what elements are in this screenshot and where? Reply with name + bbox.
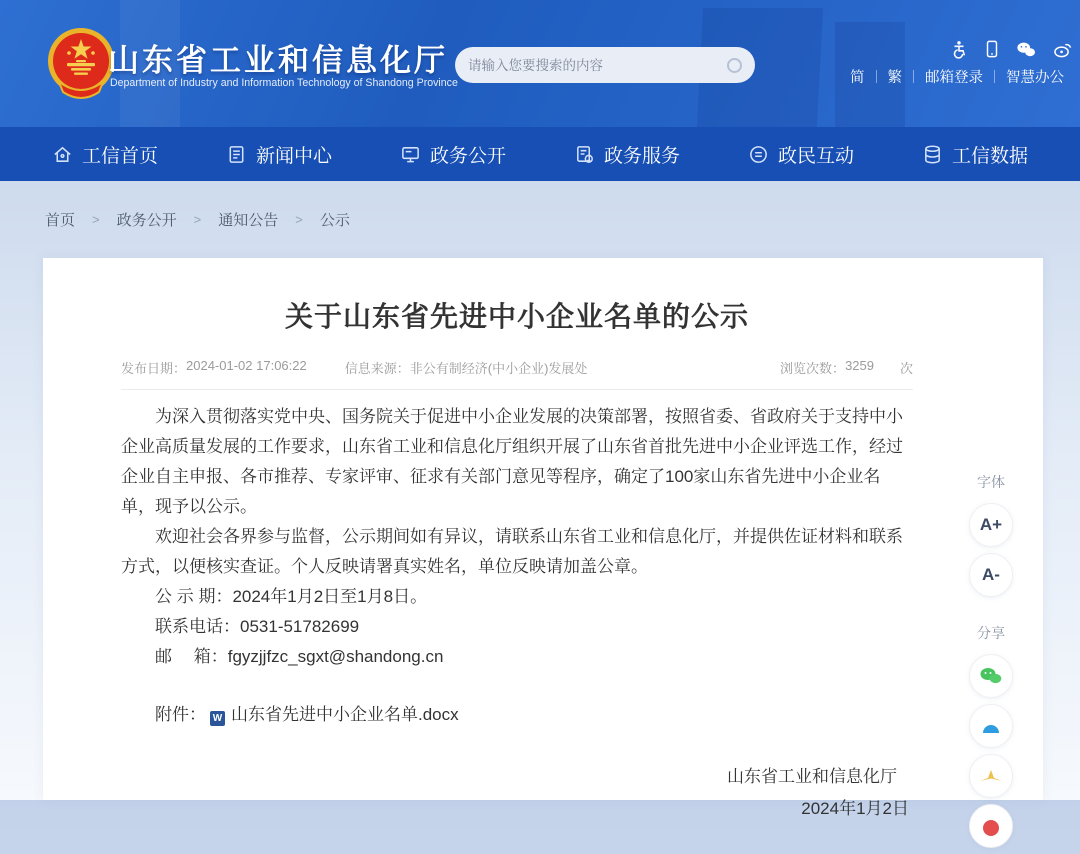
share-label: 分享: [977, 625, 1005, 641]
smart-office-link[interactable]: 智慧办公: [1006, 70, 1064, 86]
share-toutiao-button[interactable]: [969, 754, 1013, 798]
share-wechat-button[interactable]: [969, 654, 1013, 698]
nav-item-label: 政务公开: [429, 145, 506, 167]
font-decrease-button[interactable]: A-: [969, 553, 1013, 597]
breadcrumb-item-notices[interactable]: 通知公告: [218, 211, 279, 229]
wechat-share-icon: [978, 665, 1004, 687]
breadcrumb: [45, 181, 350, 257]
weibo-share-icon: [979, 816, 1003, 836]
breadcrumb-separator: >: [193, 211, 202, 227]
font-increase-button[interactable]: A+: [969, 503, 1013, 547]
search-input[interactable]: [468, 58, 727, 73]
signature-block: [121, 762, 913, 824]
mail-login-link[interactable]: 邮箱登录: [925, 70, 983, 86]
attachment-label: 附件：: [155, 705, 206, 724]
breadcrumb-separator: >: [92, 211, 100, 227]
search-icon[interactable]: [727, 58, 742, 73]
views-count: 3259: [845, 358, 874, 373]
site-subtitle: Department of Industry and Information Technology of Shandong Province: [110, 77, 458, 89]
attachment-row: [121, 700, 913, 730]
lang-traditional-link[interactable]: 繁: [887, 70, 902, 86]
signature-org: 山东省工业和信息化厅: [727, 767, 897, 786]
publish-date-value: 2024-01-02 17:06:22: [186, 358, 307, 373]
service-doc-icon: [574, 144, 595, 165]
publicity-period-line: 公 示 期：2024年1月2日至1月8日。: [155, 587, 428, 606]
site-title: 山东省工业和信息化厅: [108, 43, 448, 78]
paragraph: 欢迎社会各界参与监督，公示期间如有异议，请联系山东省工业和信息化厅，并提供佐证材料和联系方式，以便核实查证。个人反映请署真实姓名，单位反映请加盖公章。: [121, 527, 903, 576]
nav-item-label: 工信首页: [81, 145, 158, 167]
source-value: 非公有制经济(中小企业)发展处: [409, 361, 588, 376]
mobile-icon[interactable]: [985, 40, 999, 58]
nav-item-home[interactable]: [18, 127, 192, 181]
page-tools-sidebar: [960, 472, 1022, 854]
main-nav: [0, 127, 1080, 181]
nav-item-gov-service[interactable]: [540, 127, 714, 181]
share-weibo-button[interactable]: [969, 804, 1013, 848]
share-qq-button[interactable]: [969, 704, 1013, 748]
nav-item-label: 工信数据: [951, 145, 1028, 167]
search-box[interactable]: [455, 47, 755, 83]
word-file-icon[interactable]: W: [210, 711, 225, 726]
nav-item-news[interactable]: [192, 127, 366, 181]
signature-date: 2024年1月2日: [801, 799, 909, 818]
lang-simplified-link[interactable]: 简: [850, 70, 865, 86]
weibo-icon[interactable]: [1053, 41, 1072, 58]
accessibility-icon[interactable]: [950, 40, 968, 58]
publish-date-label: 发布日期：: [121, 361, 187, 376]
news-icon: [226, 144, 247, 165]
qq-share-icon: [979, 716, 1003, 736]
nav-item-data[interactable]: [888, 127, 1062, 181]
nav-item-label: 政民互动: [777, 145, 854, 167]
interaction-icon: [748, 144, 769, 165]
star-share-icon: [978, 767, 1004, 785]
breadcrumb-item-announcement[interactable]: 公示: [319, 211, 350, 229]
article-meta: [121, 358, 913, 377]
divider: [876, 70, 877, 83]
views-unit: 次: [899, 361, 913, 376]
contact-phone-line: 联系电话：0531-51782699: [155, 617, 360, 636]
article-title: 关于山东省先进中小企业名单的公示: [284, 301, 749, 332]
contact-email-line: 邮 箱：fgyzjjfzc_sgxt@shandong.cn: [155, 647, 444, 666]
divider: [913, 70, 914, 83]
article-card: [43, 258, 1043, 818]
article-body: [121, 402, 913, 672]
nav-item-gov-info[interactable]: [366, 127, 540, 181]
breadcrumb-item-gov-info[interactable]: 政务公开: [116, 211, 177, 229]
divider: [994, 70, 995, 83]
monitor-icon: [400, 144, 421, 165]
attachment-file-link[interactable]: 山东省先进中小企业名单.docx: [231, 705, 459, 724]
nav-item-label: 政务服务: [603, 145, 680, 167]
source-label: 信息来源：: [344, 361, 410, 376]
database-icon: [922, 144, 943, 165]
wechat-icon[interactable]: [1016, 41, 1036, 58]
site-header: [0, 0, 1080, 127]
nav-item-interaction[interactable]: [714, 127, 888, 181]
paragraph: 为深入贯彻落实党中央、国务院关于促进中小企业发展的决策部署，按照省委、省政府关于支持中小企业高质量发展的工作要求，山东省工业和信息化厅组织开展了山东省首批先进中小企业评选工作，经过企业自主申报、各市推荐、专家评审、征求有关部门意见等程序，确定了100家山东省先进中小企业名单，现予以公示。: [121, 407, 903, 516]
views-label: 浏览次数：: [780, 361, 846, 376]
national-emblem-logo: [45, 26, 117, 102]
font-size-label: 字体: [977, 474, 1005, 490]
breadcrumb-item-home[interactable]: 首页: [45, 211, 76, 229]
nav-item-label: 新闻中心: [255, 145, 332, 167]
home-icon: [52, 144, 73, 165]
meta-divider: [121, 389, 913, 390]
breadcrumb-separator: >: [295, 211, 303, 227]
